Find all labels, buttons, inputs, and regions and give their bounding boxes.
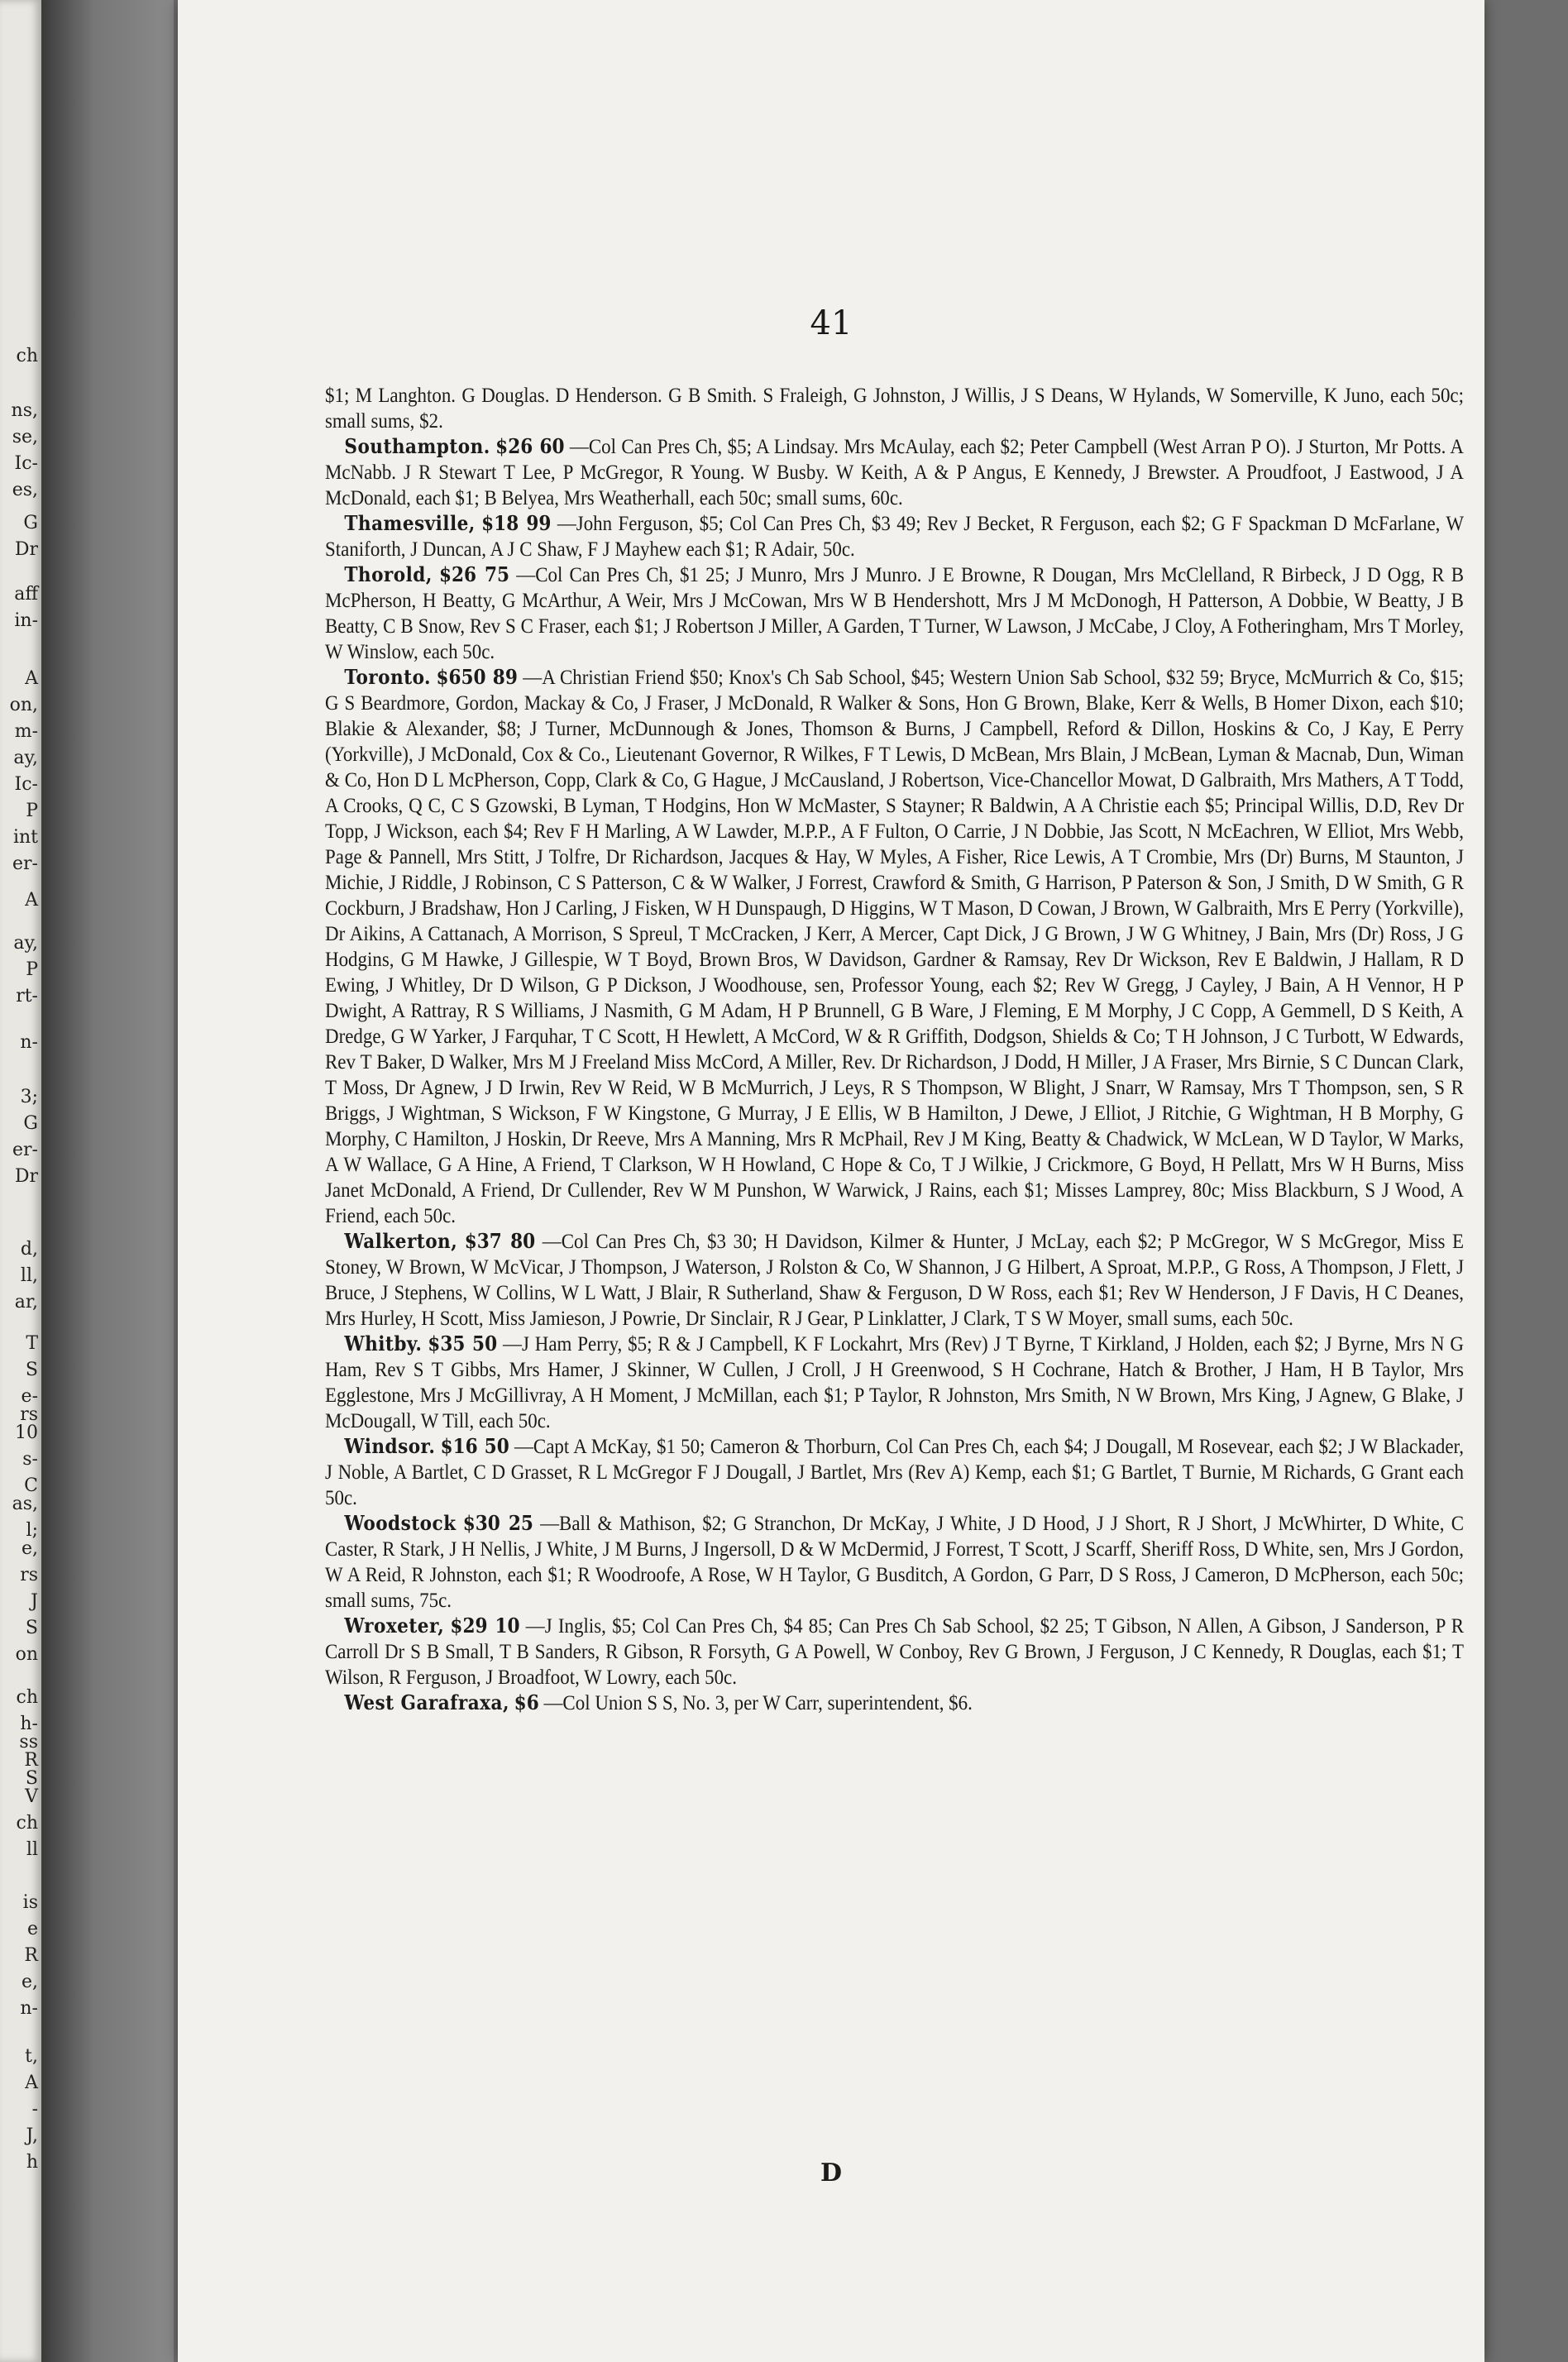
entry-place: Walkerton, [344, 1229, 458, 1253]
list-entry [325, 510, 1464, 562]
list-entry [325, 1228, 1464, 1331]
entry-amount: $26 75 [438, 562, 510, 586]
prev-page-fragment: rs [20, 1565, 38, 1585]
entry-amount: $26 60 [495, 434, 565, 458]
prev-page-fragment: rs [20, 1404, 38, 1425]
prev-page-fragment: 10 [15, 1422, 38, 1443]
entry-text: —John Ferguson, $5; Col Can Pres Ch, $3 49; Rev J Becket, R Ferguson, each $2; G F Spackman D McFarlane, W Staniforth, J Duncan, A J C Shaw, F J Mayhew each $1; R Adair, 50c. [325, 511, 1464, 561]
prev-page-fragment: Ic- [14, 774, 38, 795]
entry-place: Wroxeter, [344, 1614, 445, 1638]
prev-page-fragment: e, [21, 1972, 38, 1992]
prev-page-fragment: rt- [16, 986, 38, 1006]
entry-amount: $650 89 [436, 665, 518, 689]
list-entry [325, 382, 1464, 433]
prev-page-fragment: h- [20, 1714, 38, 1734]
prev-page-fragment: ll [26, 1839, 38, 1860]
prev-page-fragment: ch [16, 346, 38, 366]
prev-page-fragment: is [22, 1892, 38, 1913]
prev-page-fragment: R [24, 1945, 38, 1966]
entry-amount: $30 25 [462, 1511, 533, 1535]
book-gutter-shadow [41, 0, 174, 2362]
prev-page-fragment: on, [9, 695, 38, 715]
prev-page-fragment: e [26, 1919, 38, 1939]
entry-text: —J Inglis, $5; Col Can Pres Ch, $4 85; Can Pres Ch Sab School, $2 25; T Gibson, N Allen, A Gibson, J Sanderson, P R Carroll Dr S B Small, T B Sanders, R Gibson, R Forsyth, G A Powell, W Conboy, Rev G Brown, J Ferguson, J C Kennedy, R Douglas, each $1; T Wilson, R Ferguson, J Broadfoot, W Lowry, each 50c. [325, 1614, 1465, 1689]
entry-text: $1; M Langhton. G Douglas. D Henderson. G B Smith. S Fraleigh, G Johnston, J Willis, J S Deans, W Hylands, W Somerville, K Juno, each 50c; small sums, $2. [325, 383, 1464, 433]
prev-page-fragment: er- [12, 1140, 38, 1160]
prev-page-fragment: 3; [20, 1087, 38, 1107]
prev-page-fragment: n- [20, 1032, 38, 1053]
prev-page-fragment: P [26, 959, 38, 980]
entry-amount: $18 99 [481, 511, 552, 535]
prev-page-fragment: ch [16, 1813, 38, 1834]
entry-amount: $16 50 [440, 1434, 509, 1458]
list-entry [325, 433, 1464, 510]
list-entry [325, 1433, 1464, 1510]
prev-page-fragment: t, [25, 2046, 38, 2067]
entry-amount: $29 10 [450, 1614, 520, 1638]
prev-page-fragment: G [23, 513, 38, 533]
prev-page-fragment: Ic- [14, 453, 38, 474]
list-entry [325, 1331, 1464, 1433]
prev-page-fragment: on [15, 1644, 38, 1665]
entry-amount: $37 80 [464, 1229, 536, 1253]
prev-page-fragment: J, [26, 2125, 38, 2146]
entry-place: Southampton. [344, 434, 490, 458]
prev-page-fragment: T [26, 1333, 38, 1354]
prev-page-fragment: ns, [11, 400, 38, 421]
previous-page-edge [0, 0, 41, 2362]
prev-page-fragment: e, [21, 1538, 38, 1559]
prev-page-fragment: n- [20, 1998, 38, 2019]
list-entry [325, 1613, 1464, 1690]
prev-page-fragment: C [24, 1475, 38, 1496]
book-page [178, 0, 1484, 2362]
list-entry [325, 1690, 1464, 1715]
entry-place: West Garafraxa, [344, 1690, 509, 1714]
prev-page-fragment: int [12, 827, 38, 848]
contribution-list [325, 382, 1464, 1715]
prev-page-fragment: Dr [14, 539, 38, 560]
prev-page-fragment: ss [19, 1732, 38, 1752]
prev-page-fragment: A [25, 890, 38, 911]
entry-text: —Col Can Pres Ch, $5; A Lindsay. Mrs McAulay, each $2; Peter Campbell (West Arran P O). J Sturton, Mr Potts. A McNabb. J R Stewart T Lee, P McGregor, R Young. W Busby. W Keith, A & P Angus, E Kennedy, J Brewster. A Proudfoot, J Eastwood, J A McDonald, each $1; B Belyea, Mrs Weatherhall, each 50c; small sums, 60c. [325, 434, 1465, 509]
page-number: 41 [810, 304, 853, 342]
entry-place: Thamesville, [344, 511, 476, 535]
prev-page-fragment: s- [22, 1449, 38, 1470]
prev-page-fragment: G [23, 1113, 38, 1134]
prev-page-fragment: V [25, 1786, 38, 1807]
list-entry [325, 1510, 1464, 1613]
entry-amount: $35 50 [428, 1332, 498, 1356]
entry-place: Windsor. [344, 1434, 436, 1458]
prev-page-fragment: aff [14, 584, 38, 605]
entry-text: —Capt A McKay, $1 50; Cameron & Thorburn, Col Can Pres Ch, each $4; J Dougall, M Rosevear, each $2; J W Blackader, J Noble, A Bartlet, C D Grasset, R L McGregor F J Dougall, J Bartlet, Mrs (Rev A) Kemp, each $1; G Bartlet, T Burnie, M Richards, G Grant each 50c. [325, 1434, 1465, 1509]
prev-page-fragment: R [24, 1750, 38, 1771]
prev-page-fragment: P [26, 801, 38, 821]
prev-page-fragment: ay, [13, 748, 38, 768]
prev-page-fragment: S [25, 1618, 38, 1638]
entry-place: Woodstock [344, 1511, 457, 1535]
prev-page-fragment: m- [14, 721, 38, 742]
prev-page-fragment: ay, [13, 933, 38, 954]
prev-page-fragment: - [31, 2099, 38, 2120]
prev-page-fragment: ar, [14, 1292, 38, 1312]
prev-page-fragment: er- [12, 853, 38, 874]
entry-text: —J Ham Perry, $5; R & J Campbell, K F Lockahrt, Mrs (Rev) J T Byrne, T Kirkland, J Holden, each $2; J Byrne, Mrs N G Ham, Rev S T Gibbs, Mrs Hamer, J Skinner, W Cullen, J Croll, J H Greenwood, S H Cochrane, Hatch & Brother, J Ham, H B Taylor, Mrs Egglestone, Mrs J McGillivray, A H Moment, J McMillan, each $1; P Taylor, R Johnston, Mrs Smith, N W Brown, Mrs King, J Agnew, G Blake, J McDougall, W Till, each 50c. [325, 1332, 1465, 1432]
prev-page-fragment: h [26, 2152, 38, 2173]
prev-page-fragment: Dr [14, 1166, 38, 1187]
entry-place: Whitby. [344, 1332, 423, 1356]
prev-page-fragment: es, [12, 480, 38, 500]
prev-page-fragment: se, [12, 427, 38, 447]
entry-place: Thorold, [344, 562, 433, 586]
signature-mark: D [820, 2159, 842, 2187]
entry-text: —Col Union S S, No. 3, per W Carr, superintendent, $6. [543, 1690, 973, 1714]
prev-page-fragment: S [25, 1360, 38, 1380]
prev-page-fragment: as, [12, 1494, 38, 1514]
entry-text: —Ball & Mathison, $2; G Stranchon, Dr McKay, J White, J D Hood, J J Short, R J Short, J McWhirter, D White, C Caster, R Stark, J H Nellis, J White, J M Burns, J Ingersoll, D & W McDermid, J Forrest, T Scott, J Scarff, Sheriff Ross, D White, sen, Mrs J Gordon, W A Reid, R Johnston, each $1; R Woodroofe, A Rose, W H Taylor, G Busditch, A Gordon, G Parr, D S Ross, J Cameron, D McPherson, each 50c; small sums, 75c. [325, 1511, 1465, 1612]
prev-page-fragment: J [31, 1591, 38, 1612]
entry-place: Toronto. [344, 665, 432, 689]
entry-text: —A Christian Friend $50; Knox's Ch Sab School, $45; Western Union Sab School, $32 59; Bryce, McMurrich & Co, $15; G S Beardmore, Gordon, Mackay & Co, J Fraser, J McDonald, R Walker & Sons, Hon G Brown, Blake, Kerr & Wells, B Homer Dixon, each $10; Blakie & Alexander, $8; J Turner, McDunnough & Jones, Thomson & Burns, J Campbell, Reford & Dillon, Hoskins & Co, J Kay, E Perry (Yorkville), J McDonald, Cox & Co., Lieutenant Governor, R Wilkes, F T Lewis, D McBean, Mrs Blain, J McBean, Lyman & Macnab, Dun, Wiman & Co, Hon D L McPherson, Copp, Clark & Co, G Hague, J McCausland, J Robertson, Vice-Chancellor Mowat, D Galbraith, Mrs Mathers, A T Todd, A Crooks, Q C, C S Gzowski, B Lyman, T Hodgins, Hon W McMaster, S Stayner; R Baldwin, A A Christie each $5; Principal Willis, D.D, Rev Dr Topp, J Wickson, each $4; Rev F H Marling, A W Lawder, M.P.P., A F Fulton, O Carrie, J N Dobbie, Jas Scott, N McEachren, W Elliot, Mrs Webb, Page & Pannell, Mrs Stitt, J Tolfre, Dr Richardson, Jacques & Hay, W Myles, A Fisher, Rice Lewis, A T Crombie, Mrs (Dr) Burns, M Staunton, J Michie, J Riddle, J Robinson, C S Patterson, C & W Walker, J Forrest, Crawford & Smith, G Harrison, P Paterson & Son, J Smith, D W Smith, G R Cockburn, J Bradshaw, Hon J Carling, J Fisken, W H Dunspaugh, D Higgins, W T Mason, D Cowan, J Brown, W Galbraith, Mrs E Perry (Yorkville), Dr Aikins, A Cattanach, A Morrison, S Spreul, T McCracken, J Kerr, A Mercer, Capt Dick, J G Brown, J W G Whitney, J Bain, Mrs (Dr) Ross, J G Hodgins, G M Hawke, J Gillespie, W T Boyd, Brown Bros, W Davidson, Gardner & Ramsay, Rev Dr Wickson, Rev E Baldwin, J Hallam, R D Ewing, J Whitley, Dr D Wilson, G P Dickson, J Woodhouse, sen, Professor Young, each $2; Rev W Gregg, J Cayley, J Bain, A H Vennor, H P Dwight, A Rattray, R S Williams, J Nasmith, G M Adam, H P Brunnell, G B Ware, J Fleming, E M Morphy, J C Copp, A Gemmell, D S Keith, A Dredge, G W Yarker, J Farquhar, T C Scott, H Hewlett, A McCord, W & R Griffith, Dodgson, Shields & Co; T H Johnson, J C Turbott, W Edwards, Rev T Baker, D Walker, Mrs M J Freeland Miss McCord, A Miller, Rev. Dr Richardson, J Dodd, H Miller, J A Fraser, Mrs Birnie, S C Duncan Clark, T Moss, Dr Agnew, J D Irwin, Rev W Reid, W B McMurrich, J Leys, R S Thompson, W Blight, J Snarr, W Ramsay, Mrs T Thompson, sen, S R Briggs, J Wightman, S Wickson, F W Kingstone, G Murray, J E Ellis, W B Hamilton, J Dewe, J Elliot, J Ritchie, G Wightman, H B Morphy, G Morphy, C Hamilton, J Hoskin, Dr Reeve, Mrs A Manning, Mrs R McPhail, Rev J M King, Beatty & Chadwick, W McLean, W D Taylor, W Marks, A W Wallace, G A Hine, A Friend, T Clarkson, W H Howland, C Hope & Co, T J Wilkie, J Crickmore, G Boyd, H Pellatt, Mrs W H Burns, Miss Janet McDonald, A Friend, Dr Cullender, Rev W M Punshon, W Warwick, J Rains, each $1; Misses Lamprey, 80c; Miss Blackburn, S J Wood, A Friend, each 50c. [325, 665, 1465, 1227]
prev-page-fragment: ch [16, 1687, 38, 1708]
list-entry [325, 562, 1464, 664]
prev-page-fragment: e- [21, 1386, 38, 1407]
entry-text: —Col Can Pres Ch, $1 25; J Munro, Mrs J Munro. J E Browne, R Dougan, Mrs McClelland, R Birbeck, J D Ogg, R B McPherson, H Beatty, G McArthur, A Weir, Mrs J McCowan, Mrs W B Hendershott, Mrs J M McDonogh, H Patterson, A Dobbie, W Beatty, J B Beatty, C B Snow, Rev S C Fraser, each $1; J Robertson J Miller, A Garden, T Turner, W Lawson, J McCabe, J Cloy, A Fotheringham, Mrs T Morley, W Winslow, each 50c. [325, 562, 1465, 663]
list-entry [325, 664, 1464, 1228]
prev-page-fragment: A [25, 2073, 38, 2093]
entry-amount: $6 [514, 1690, 539, 1714]
prev-page-fragment: l; [26, 1520, 38, 1541]
entry-text: —Col Can Pres Ch, $3 30; H Davidson, Kilmer & Hunter, J McLay, each $2; P McGregor, W S McGregor, Miss E Stoney, W Brown, W McVicar, J Thompson, J Waterson, J Rolston & Co, W Shannon, J G Hilbert, A Sproat, M.P.P., G Ross, A Thompson, J Flett, J Bruce, J Stephens, W Collins, W L Watt, J Blair, R Sutherland, Shaw & Ferguson, D W Ross, each $1; Rev W Henderson, J F Davis, H C Deanes, Mrs Hurley, H Scott, Miss Jamieson, J Powrie, Dr Sinclair, R J Gear, P Linklatter, J Clark, T S W Moyer, small sums, each 50c. [325, 1229, 1464, 1330]
prev-page-fragment: in- [14, 610, 38, 631]
prev-page-fragment: d, [20, 1239, 38, 1260]
prev-page-fragment: A [25, 668, 38, 689]
prev-page-fragment: ll, [20, 1265, 38, 1286]
prev-page-fragment: S [25, 1768, 38, 1789]
